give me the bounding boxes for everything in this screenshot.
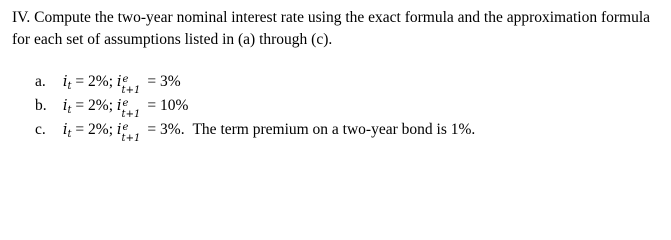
sub-t: t — [67, 129, 72, 140]
assumption-list — [35, 70, 475, 142]
var-i: i — [62, 122, 68, 138]
item-letter: a. — [35, 73, 46, 90]
sup-e: e — [122, 122, 129, 133]
expected-rate: 10% — [160, 97, 189, 114]
equals-sign: = — [75, 73, 85, 90]
sub-t-plus-1: t+1 — [121, 85, 141, 96]
formula-b — [62, 97, 189, 120]
var-i-expected: i — [116, 74, 122, 90]
list-item-c — [35, 118, 475, 142]
equals-sign: = — [147, 73, 157, 90]
sub-t: t — [67, 81, 72, 92]
sup-sub-e-t-plus-1 — [121, 70, 144, 96]
equals-sign: = — [75, 121, 85, 138]
list-item-b — [35, 94, 475, 118]
expected-rate: 3% — [160, 73, 181, 90]
list-item-a — [35, 70, 475, 94]
var-i: i — [62, 98, 68, 114]
sub-t-plus-1: t+1 — [121, 109, 141, 120]
separator: ; — [108, 97, 114, 114]
sup-sub-e-t-plus-1 — [121, 94, 144, 120]
formula-a — [62, 73, 181, 96]
separator: ; — [108, 121, 114, 138]
expected-rate: 3%. — [160, 121, 185, 138]
var-i: i — [62, 74, 68, 90]
equals-sign: = — [147, 97, 157, 114]
term-premium-note: The term premium on a two-year bond is 1%. — [192, 121, 476, 138]
current-rate: 2% — [88, 73, 109, 90]
var-i-expected: i — [116, 122, 122, 138]
formula-c — [62, 121, 189, 144]
var-i-expected: i — [116, 98, 122, 114]
current-rate: 2% — [88, 121, 109, 138]
sup-e: e — [122, 74, 129, 85]
item-letter: b. — [35, 97, 47, 114]
sub-t-plus-1: t+1 — [121, 133, 141, 144]
separator: ; — [108, 73, 114, 90]
equals-sign: = — [147, 121, 157, 138]
item-letter: c. — [35, 121, 46, 138]
equals-sign: = — [75, 97, 85, 114]
sup-sub-e-t-plus-1 — [121, 118, 144, 144]
current-rate: 2% — [88, 97, 109, 114]
sub-t: t — [67, 105, 72, 116]
sup-e: e — [122, 98, 129, 109]
question-text: IV. Compute the two-year nominal interest rate using the exact formula and the approximation formula for each set of assumptions listed in (a) through (c). — [12, 9, 651, 48]
